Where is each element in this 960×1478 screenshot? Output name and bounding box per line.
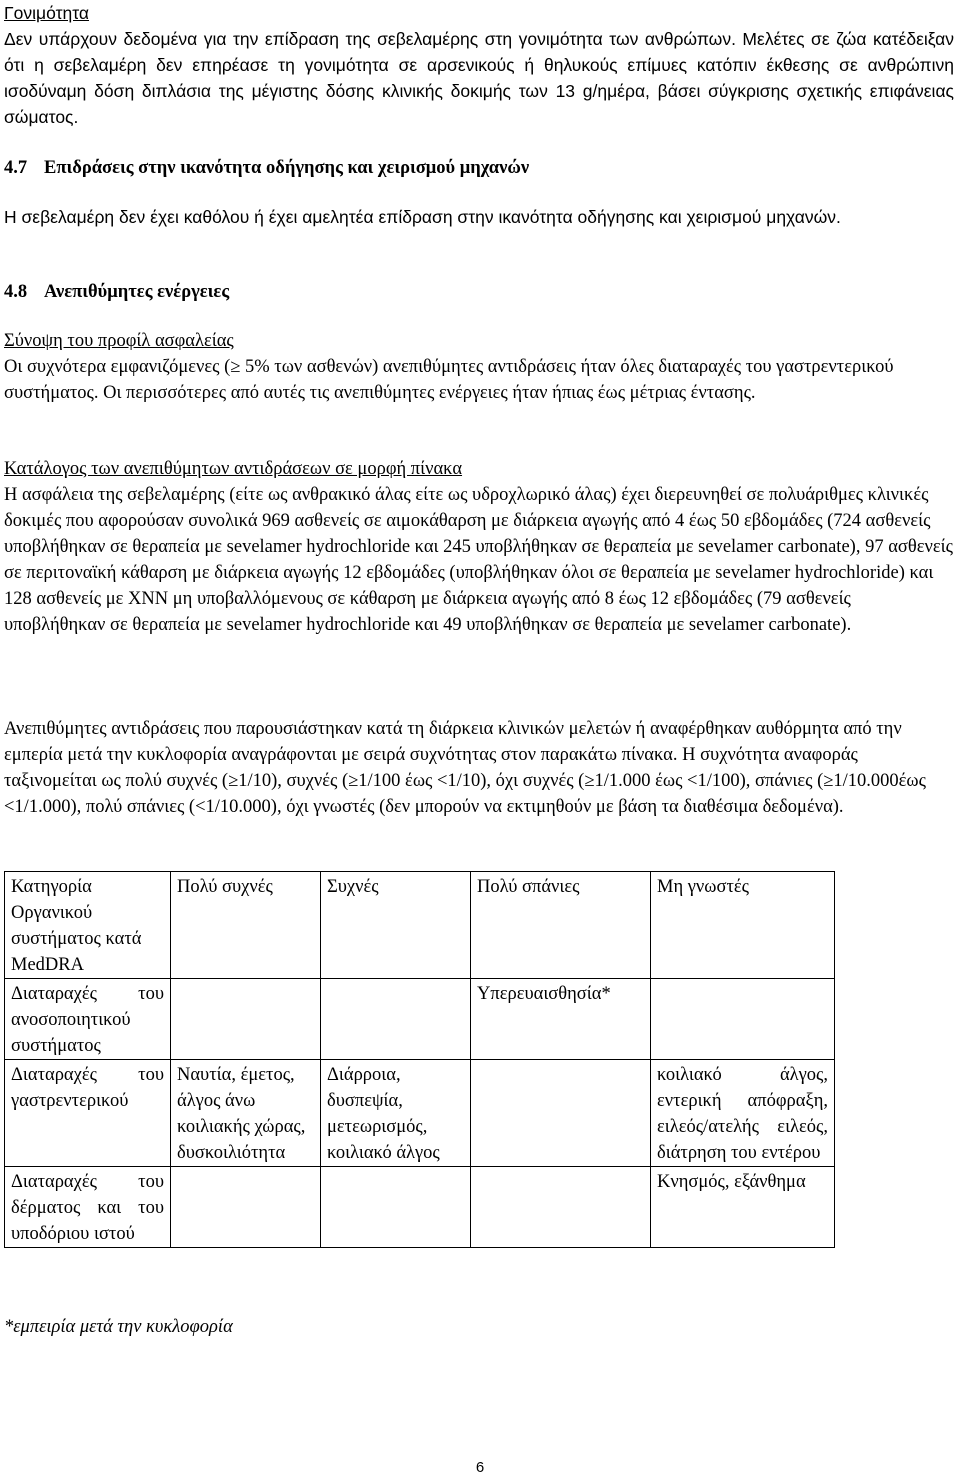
table-cell: Υπερευαισθησία* [471, 979, 651, 1060]
table-cell: Διαταραχές του γαστρεντερικού [5, 1060, 171, 1167]
table-header-cell: Συχνές [321, 872, 471, 979]
table-footnote: *εμπειρία μετά την κυκλοφορία [4, 1317, 233, 1337]
table-header-cell: Πολύ συχνές [171, 872, 321, 979]
section-4-7 [4, 155, 954, 181]
table-cell [171, 979, 321, 1060]
fertility-heading: Γονιμότητα [4, 3, 90, 23]
section-4-7-heading [4, 155, 954, 181]
adverse-reactions-table [4, 871, 835, 1248]
table-cell: Διαταραχές του ανοσοποιητικού συστήματος [5, 979, 171, 1060]
table-header-cell: Μη γνωστές [651, 872, 835, 979]
table-cell: Ναυτία, έμετος, άλγος άνω κοιλιακής χώρας, δυσκοιλιότητα [171, 1060, 321, 1167]
section-4-7-body-block [4, 204, 954, 230]
fertility-section [4, 0, 954, 130]
section-4-7-title: Επιδράσεις στην ικανότητα οδήγησης και χειρισμού μηχανών [44, 158, 530, 178]
adverse-reactions-list-paragraph: Η ασφάλεια της σεβελαμέρης (είτε ως ανθρακικό άλας είτε ως υδροχλωρικό άλας) έχει διερευνηθεί σε πολυάριθμες κλινικές δοκιμές που αφορούσαν συνολικά 969 ασθενείς σε αιμοκάθαρση με διάρκεια αγωγής από 4 έως 50 εβδομάδες (724 ασθενείς υποβλήθηκαν σε θεραπεία με sevelamer hydrochloride και 245 υποβλήθηκαν σε θεραπεία με sevelamer carbonate), 97 ασθενείς σε περιτοναϊκή κάθαρση με διάρκεια αγωγής 12 εβδομάδες (υποβλήθηκαν όλοι σε θεραπεία με sevelamer hydrochloride) και 128 ασθενείς με ΧΝΝ μη υποβαλλόμενους σε κάθαρση με διάρκεια αγωγής από 8 έως 12 εβδομάδες (79 ασθενείς υποβλήθηκαν σε θεραπεία με sevelamer hydrochloride και 49 υποβλήθηκαν σε θεραπεία με sevelamer carbonate). [4, 485, 953, 635]
section-4-8-heading [4, 279, 954, 305]
table-header-cell: Κατηγορία Οργανικού συστήματος κατά MedDRA [5, 872, 171, 979]
table-cell [471, 1060, 651, 1167]
table-row [5, 1167, 835, 1248]
table-cell: Κνησμός, εξάνθημα [651, 1167, 835, 1248]
section-4-8 [4, 279, 954, 305]
page-number: 6 [475, 1459, 485, 1476]
safety-summary [4, 328, 954, 406]
fertility-paragraph: Δεν υπάρχουν δεδομένα για την επίδραση της σεβελαμέρης στη γονιμότητα των ανθρώπων. Μελέτες σε ζώα κατέδειξαν ότι η σεβελαμέρη δεν επηρέασε τη γονιμότητα σε αρσενικούς ή θηλυκούς επίμυες κατόπιν έκθεσης σε ανθρώπινη ισοδύναμη δόση διπλάσια της μέγιστης δόσης κλινικής δοκιμής των 13 g/ημέρα, βάσει σύγκρισης σχετικής επιφάνειας σώματος. [4, 29, 954, 127]
table-row [5, 1060, 835, 1167]
table-cell [471, 1167, 651, 1248]
table-cell: κοιλιακό άλγος, εντερική απόφραξη, ειλεός/ατελής ειλεός, διάτρηση του εντέρου [651, 1060, 835, 1167]
table-header-cell: Πολύ σπάνιες [471, 872, 651, 979]
adverse-reactions-list [4, 456, 954, 638]
table-header-row [5, 872, 835, 979]
frequency-paragraph: Ανεπιθύμητες αντιδράσεις που παρουσιάστηκαν κατά τη διάρκεια κλινικών μελετών ή αναφέρθηκαν αυθόρμητα από την εμπερία μετά την κυκλοφορία αναγράφονται με σειρά συχνότητας στον παρακάτω πίνακα. Η συχνότητα αναφοράς ταξινομείται ως πολύ συχνές (≥1/10), συχνές (≥1/100 έως <1/10), όχι συχνές (≥1/1.000 έως <1/100), σπάνιες (≥1/10.000έως <1/1.000), πολύ σπάνιες (<1/10.000), όχι γνωστές (δεν μπορούν να εκτιμηθούν με βάση τα διαθέσιμα δεδομένα). [4, 719, 926, 817]
table-cell [321, 979, 471, 1060]
safety-summary-paragraph: Οι συχνότερα εμφανιζόμενες (≥ 5% των ασθενών) ανεπιθύμητες αντιδράσεις ήταν όλες διαταραχές του γαστρεντερικού συστήματος. Οι περισσότερες από αυτές τις ανεπιθύμητες ενέργειες ήταν ήπιας έως μέτριας έντασης. [4, 357, 894, 403]
table-cell [321, 1167, 471, 1248]
table-row [5, 979, 835, 1060]
section-4-8-number: 4.8 [4, 282, 28, 302]
frequency-section [4, 716, 954, 820]
table-cell [651, 979, 835, 1060]
section-4-7-paragraph: Η σεβελαμέρη δεν έχει καθόλου ή έχει αμελητέα επίδραση στην ικανότητα οδήγησης και χειρισμού μηχανών. [4, 207, 841, 227]
section-4-8-title: Ανεπιθύμητες ενέργειες [44, 282, 230, 302]
table-cell: Διαταραχές του δέρματος και του υποδόριου ιστού [5, 1167, 171, 1248]
safety-summary-heading: Σύνοψη του προφίλ ασφαλείας [4, 331, 234, 351]
table-cell [171, 1167, 321, 1248]
adverse-reactions-list-heading: Κατάλογος των ανεπιθύμητων αντιδράσεων σε μορφή πίνακα [4, 459, 463, 479]
table-cell: Διάρροια, δυσπεψία, μετεωρισμός, κοιλιακό άλγος [321, 1060, 471, 1167]
section-4-7-number: 4.7 [4, 158, 28, 178]
